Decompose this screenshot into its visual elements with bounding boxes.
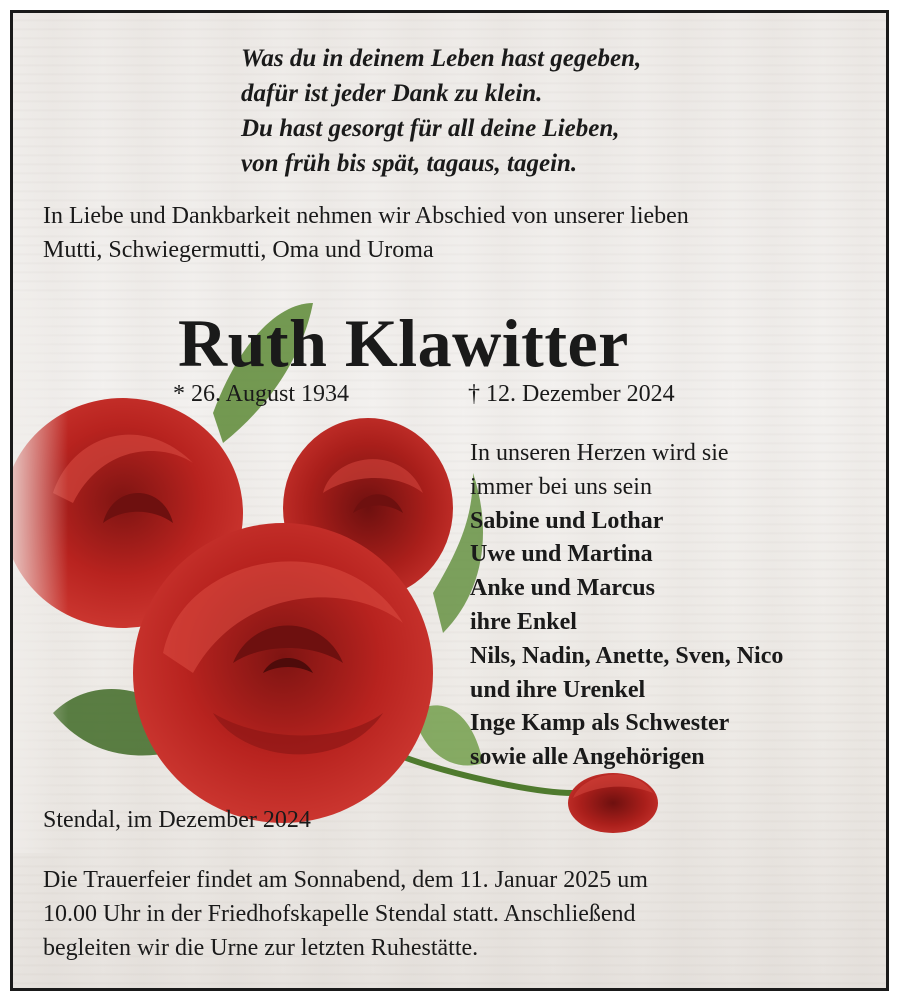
poem (241, 41, 641, 181)
family-line: Nils, Nadin, Anette, Sven, Nico (470, 642, 784, 669)
poem-line: dafür ist jeder Dank zu klein. (241, 80, 543, 107)
family-line: immer bei uns sein (470, 473, 652, 500)
poem-line: von früh bis spät, tagaus, tagein. (241, 150, 578, 177)
death-date: † 12. Dezember 2024 (468, 381, 675, 407)
place-date: Stendal, im Dezember 2024 (43, 807, 311, 833)
funeral-info (43, 863, 648, 965)
funeral-line: begleiten wir die Urne zur letzten Ruhestätte. (43, 935, 479, 961)
family-line: und ihre Urenkel (470, 676, 646, 703)
poem-line: Was du in deinem Leben hast gegeben, (241, 45, 642, 72)
intro-line: Mutti, Schwiegermutti, Oma und Uroma (43, 237, 434, 263)
family-line: sowie alle Angehörigen (470, 744, 705, 771)
family-line: In unseren Herzen wird sie (470, 440, 729, 466)
funeral-line: 10.00 Uhr in der Friedhofskapelle Stendal statt. Anschließend (43, 901, 636, 927)
poem-line: Du hast gesorgt für all deine Lieben, (241, 115, 620, 142)
family-line: Sabine und Lothar (470, 507, 664, 534)
family-line: Inge Kamp als Schwester (470, 710, 730, 737)
intro-line: In Liebe und Dankbarkeit nehmen wir Abschied von unserer lieben (43, 203, 689, 229)
family-line: ihre Enkel (470, 608, 577, 635)
funeral-line: Die Trauerfeier findet am Sonnabend, dem 11. Januar 2025 um (43, 867, 648, 893)
family-line: Anke und Marcus (470, 575, 655, 602)
intro-text (43, 199, 689, 267)
family-list (470, 437, 783, 775)
obituary-notice (10, 10, 889, 991)
family-line: Uwe und Martina (470, 541, 653, 568)
birth-date: * 26. August 1934 (173, 381, 350, 407)
deceased-name: Ruth Klawitter (178, 305, 629, 381)
